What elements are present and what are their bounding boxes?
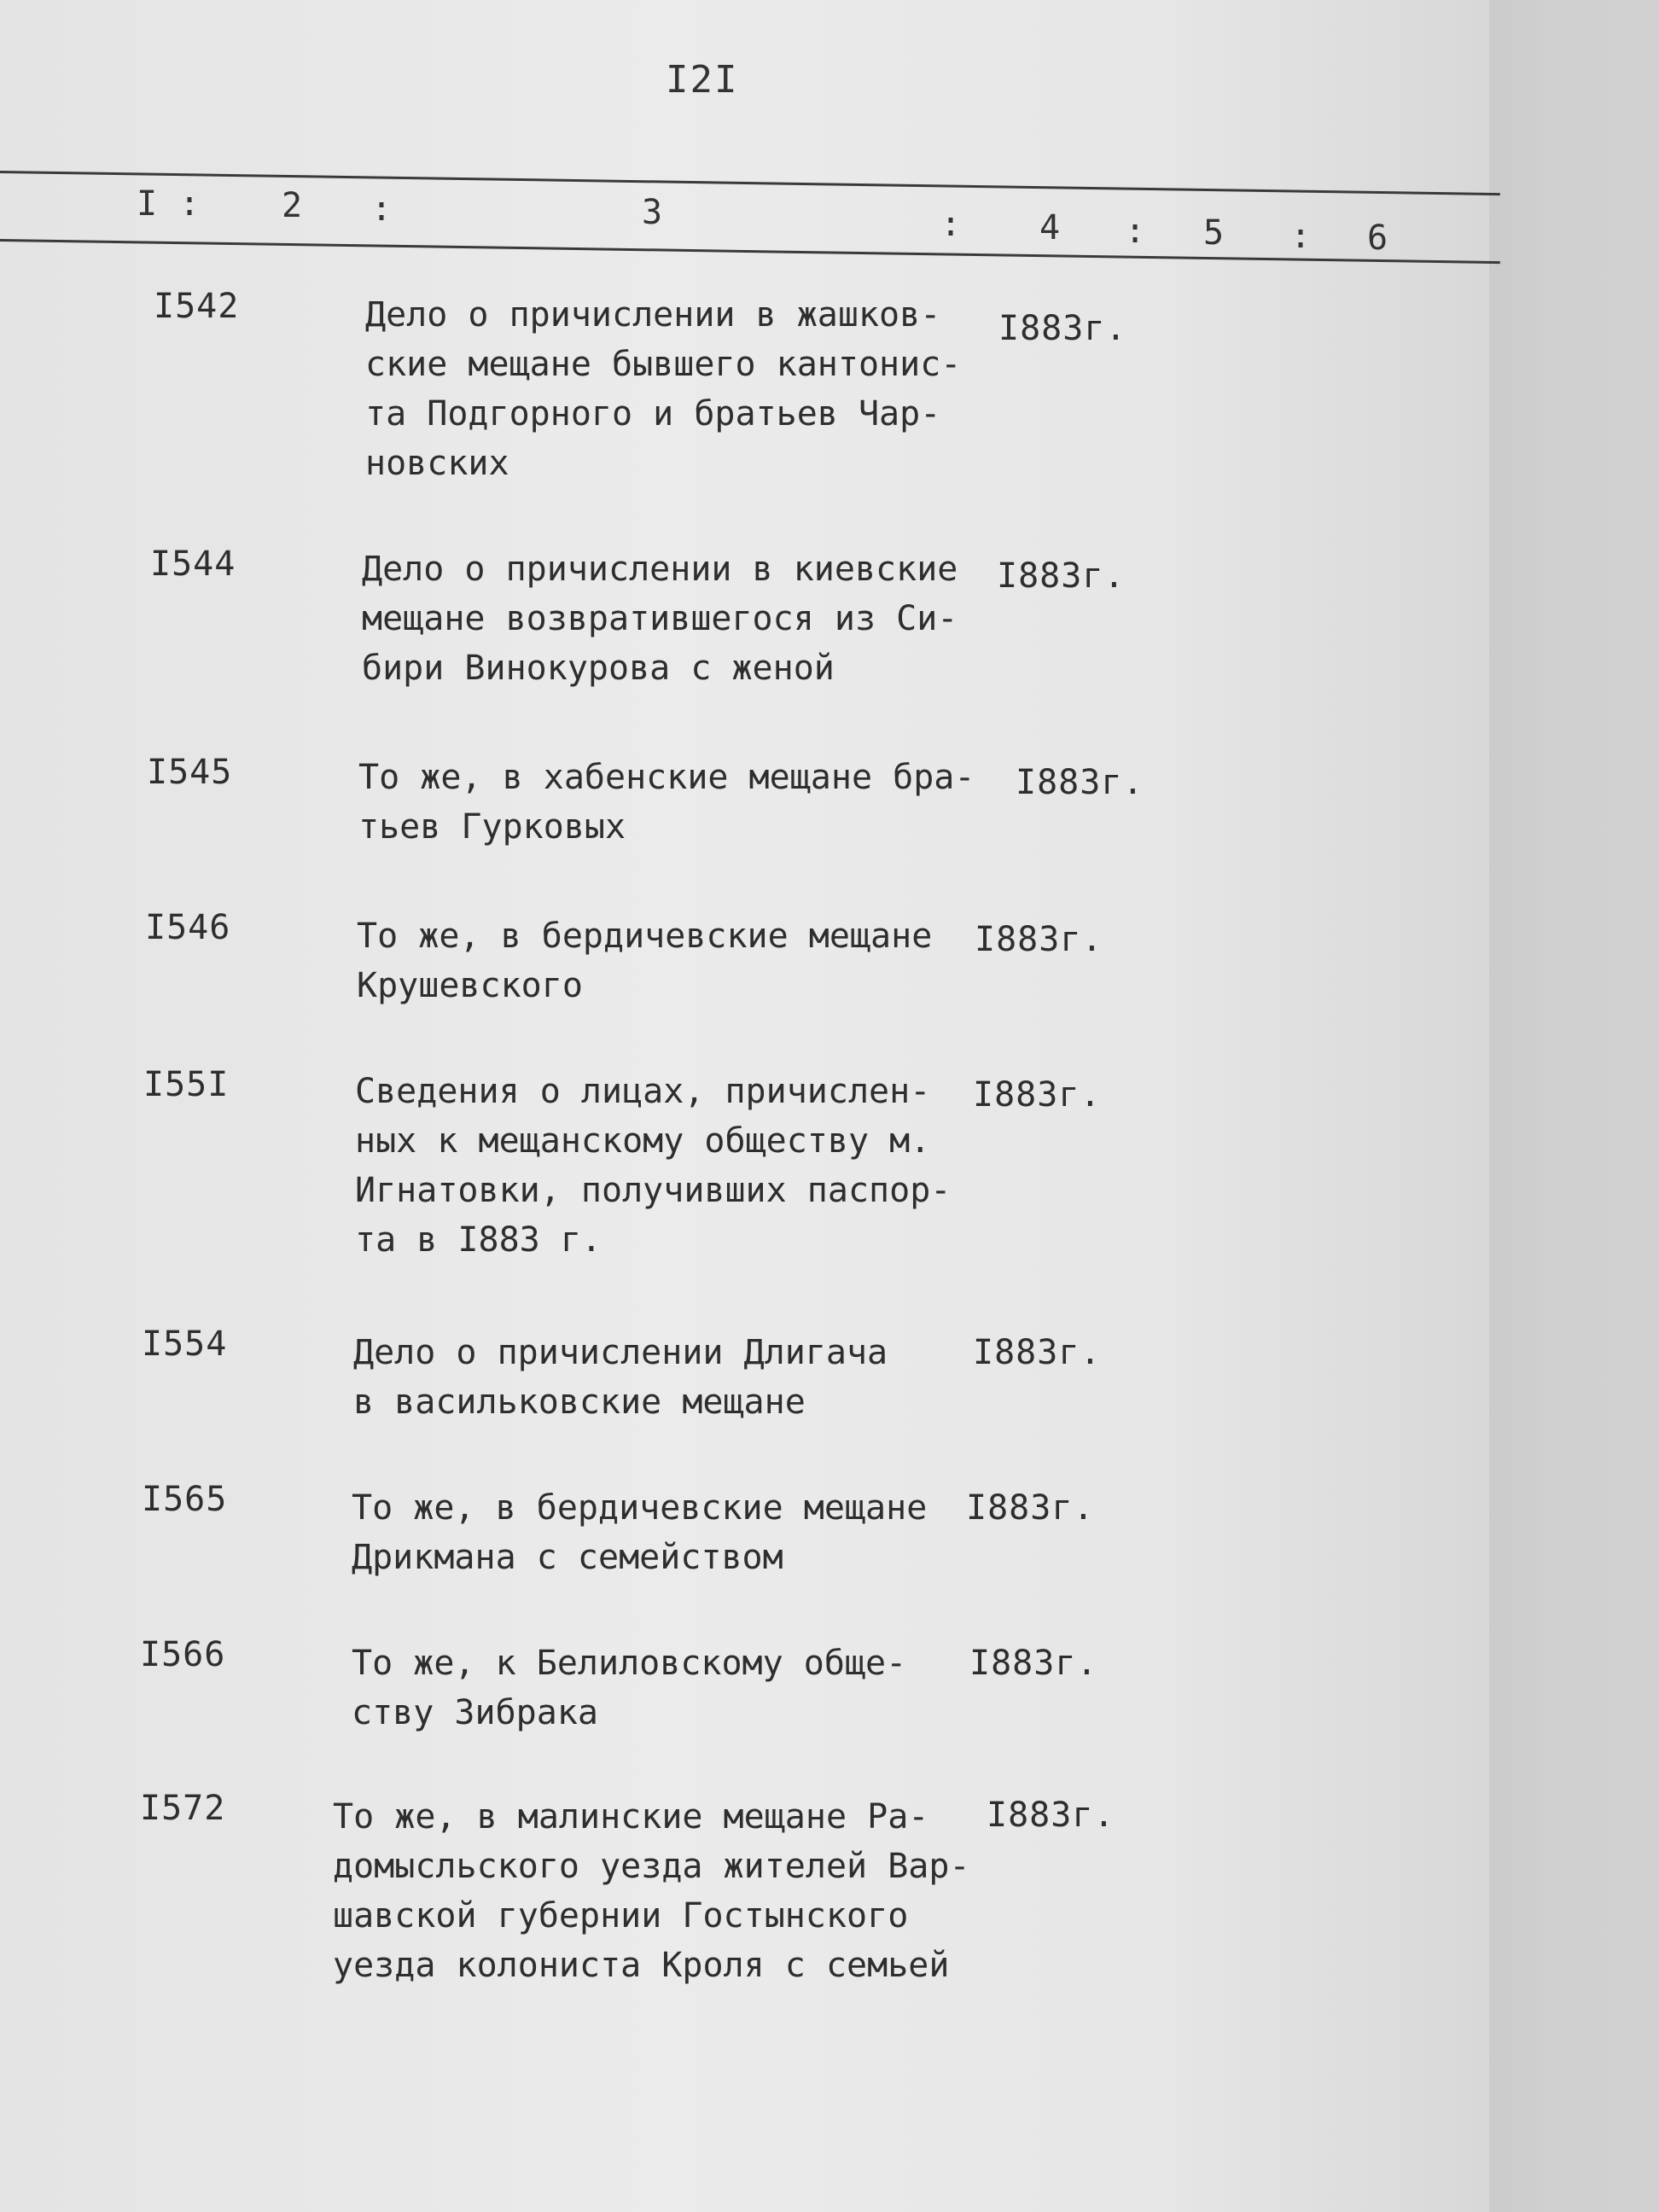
entry-number: I554 bbox=[142, 1324, 228, 1364]
header-col-3: 3 bbox=[642, 193, 663, 232]
entry-description: Дело о причислении в киевские мещане возвратившегося из Си- бири Винокурова с женой bbox=[362, 550, 958, 688]
entry-description: Дело о причислении в жашков- ские мещане бывшего кантонис- та Подгорного и братьев Чар- новских bbox=[365, 295, 962, 483]
entry-description: То же, к Белиловскому обще- ству Зибрака bbox=[352, 1644, 907, 1732]
header-col-6: 6 bbox=[1367, 218, 1388, 258]
entry-date: I883г. bbox=[969, 1644, 1098, 1683]
entry-description: То же, в бердичевские мещане Крушевского bbox=[357, 917, 933, 1005]
entry-date: I883г. bbox=[975, 920, 1103, 959]
header-rule-bottom bbox=[0, 239, 1500, 264]
header-col-1: I bbox=[137, 184, 158, 224]
header-col-5: 5 bbox=[1203, 213, 1225, 253]
header-rule-top bbox=[0, 171, 1500, 195]
header-separator: : bbox=[1290, 217, 1312, 256]
entry-number: I566 bbox=[140, 1635, 226, 1674]
entry-number: I542 bbox=[154, 287, 240, 326]
entry-date: I883г. bbox=[966, 1488, 1095, 1528]
entry-number: I545 bbox=[147, 753, 233, 792]
entry-date: I883г. bbox=[1016, 763, 1144, 802]
entry-number: I572 bbox=[140, 1789, 226, 1828]
header-col-4: 4 bbox=[1039, 208, 1061, 247]
header-separator: : bbox=[1125, 212, 1146, 251]
entry-number: I55I bbox=[143, 1065, 230, 1104]
entry-number: I565 bbox=[142, 1480, 228, 1519]
entry-date: I883г. bbox=[973, 1333, 1102, 1372]
header-separator: : bbox=[940, 205, 962, 244]
entry-date: I883г. bbox=[987, 1796, 1115, 1835]
entry-date: I883г. bbox=[973, 1075, 1102, 1115]
entry-date: I883г. bbox=[997, 556, 1126, 596]
header-separator: : bbox=[179, 184, 201, 224]
entry-number: I544 bbox=[150, 544, 236, 584]
entry-date: I883г. bbox=[998, 309, 1127, 348]
entry-description: Дело о причислении Длигача в васильковские мещане bbox=[353, 1333, 888, 1422]
entry-description: То же, в хабенские мещане бра- тьев Гурковых bbox=[358, 758, 975, 847]
page-edge-shadow bbox=[1489, 0, 1659, 2212]
entry-number: I546 bbox=[145, 908, 231, 947]
header-separator: : bbox=[371, 189, 393, 229]
entry-description: То же, в бердичевские мещане Дрикмана с семейством bbox=[352, 1488, 928, 1577]
entry-description: То же, в малинские мещане Ра- домысльского уезда жителей Вар- шавской губернии Гостынского уезда колониста Кроля с семьей bbox=[333, 1797, 970, 1985]
page-number: I2I bbox=[666, 58, 739, 102]
header-col-2: 2 bbox=[282, 186, 303, 225]
entry-description: Сведения о лицах, причислен- ных к мещанскому обществу м. Игнатовки, получивших паспор- та в I883 г. bbox=[355, 1072, 952, 1260]
